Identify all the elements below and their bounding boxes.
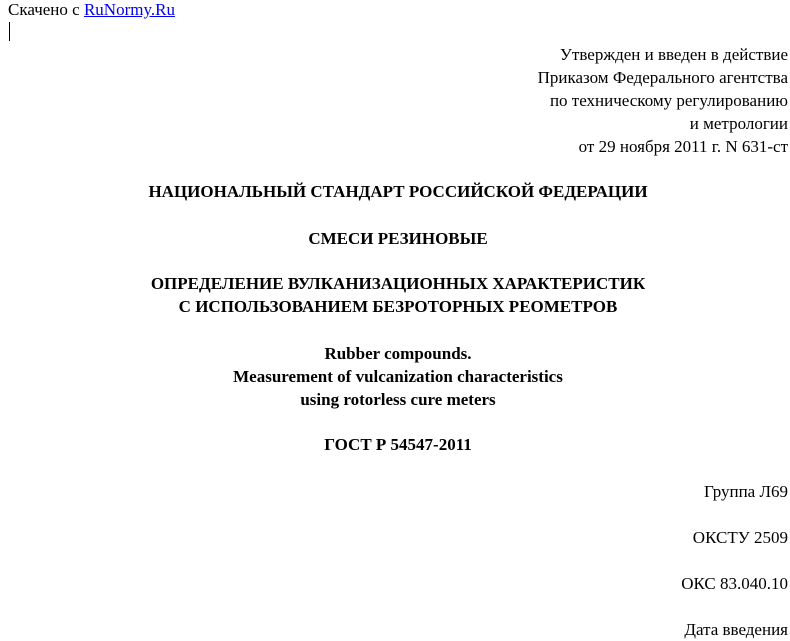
gost-number: ГОСТ Р 54547-2011 bbox=[324, 435, 472, 454]
title-line: ОПРЕДЕЛЕНИЕ ВУЛКАНИЗАЦИОННЫХ ХАРАКТЕРИСТИК bbox=[150, 274, 646, 293]
subject-heading: СМЕСИ РЕЗИНОВЫЕ bbox=[308, 229, 488, 248]
approval-line: Приказом Федерального агентства bbox=[537, 68, 788, 87]
okstu-code: ОКСТУ 2509 bbox=[692, 528, 788, 547]
title-line: С ИСПОЛЬЗОВАНИЕМ БЕЗРОТОРНЫХ РЕОМЕТРОВ bbox=[178, 297, 618, 316]
runormy-link[interactable]: RuNormy.Ru bbox=[83, 0, 175, 19]
national-standard-heading: НАЦИОНАЛЬНЫЙ СТАНДАРТ РОССИЙСКОЙ ФЕДЕРАЦИИ bbox=[148, 182, 648, 201]
approval-block bbox=[538, 43, 788, 158]
approval-line: и метрологии bbox=[689, 114, 788, 133]
english-title bbox=[0, 342, 790, 411]
approval-line: от 29 ноября 2011 г. N 631-ст bbox=[578, 137, 788, 156]
approval-line: по техническому регулированию bbox=[549, 91, 788, 110]
english-title-line: using rotorless cure meters bbox=[300, 390, 496, 409]
download-source-line bbox=[8, 0, 175, 20]
introduction-date-label: Дата введения bbox=[684, 620, 788, 639]
group-code: Группа Л69 bbox=[703, 482, 788, 501]
approval-line: Утвержден и введен в действие bbox=[559, 45, 788, 64]
text-cursor bbox=[9, 22, 10, 41]
download-prefix: Скачено с bbox=[8, 0, 84, 19]
document-title bbox=[0, 272, 790, 318]
english-title-line: Rubber compounds. bbox=[324, 344, 472, 363]
oks-code: ОКС 83.040.10 bbox=[681, 574, 788, 593]
english-title-line: Measurement of vulcanization characteristics bbox=[233, 367, 563, 386]
